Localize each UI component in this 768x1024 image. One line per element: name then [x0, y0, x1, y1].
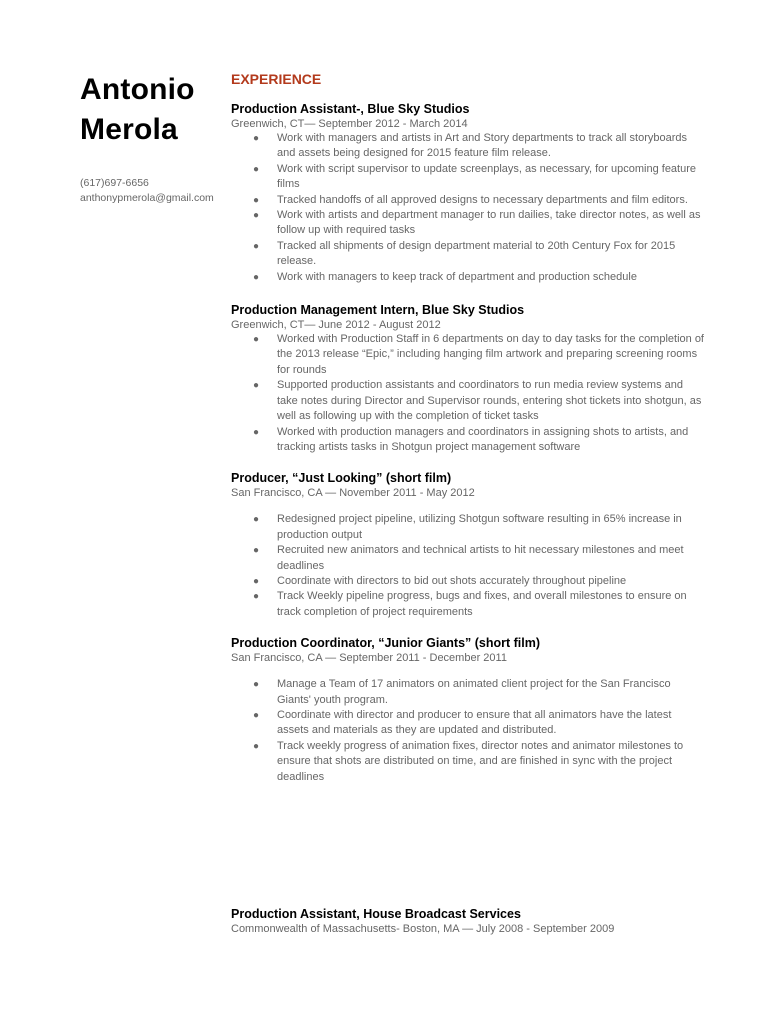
job-entry	[231, 303, 706, 455]
job-location-dates: San Francisco, CA — September 2011 - December 2011	[231, 652, 507, 665]
phone-number: (617)697-6656	[80, 177, 149, 189]
job-title: Production Assistant-, Blue Sky Studios	[231, 102, 470, 116]
job-entry	[231, 102, 706, 285]
first-name: Antonio	[80, 73, 195, 106]
job-bullets	[231, 131, 706, 285]
last-name: Merola	[80, 113, 178, 146]
bullet-item: ● Tracked handoffs of all approved designs to necessary departments and film editors.	[231, 193, 706, 208]
bullet-icon: ●	[253, 380, 260, 392]
bullet-icon: ●	[253, 545, 260, 557]
job-entry	[231, 907, 706, 936]
job-location-dates: San Francisco, CA — November 2011 - May 2012	[231, 487, 475, 500]
email-address: anthonypmerola@gmail.com	[80, 192, 214, 204]
experience-column	[231, 68, 706, 936]
bullet-item: ● Worked with Production Staff in 6 departments on day to day tasks for the completion of the 2013 release “Epic,” including hanging film artwork and preparing screening rooms for rounds	[253, 333, 704, 376]
bullet-item: ● Work with managers to keep track of department and production schedule	[231, 270, 706, 285]
bullet-item: ● Manage a Team of 17 animators on animated client project for the San Francisco Giants' youth program.	[253, 678, 671, 706]
job-title: Production Coordinator, “Junior Giants” (short film)	[231, 636, 541, 651]
bullet-item: ● Track weekly progress of animation fixes, director notes and animator milestones to ensure that shots are distributed on time, and are finished in sync with the project deadlines	[253, 739, 684, 783]
job-location-dates: Greenwich, CT— June 2012 - August 2012	[231, 319, 441, 332]
bullet-icon: ●	[253, 194, 260, 206]
bullet-icon: ●	[253, 709, 260, 721]
bullet-icon: ●	[253, 240, 260, 252]
bullet-item: ● Tracked all shipments of design department material to 20th Century Fox for 2015 release.	[253, 239, 676, 268]
job-title: Production Management Intern, Blue Sky Studios	[231, 303, 525, 318]
job-location-dates: Commonwealth of Massachusetts- Boston, MA — July 2008 - September 2009	[231, 923, 615, 935]
bullet-icon: ●	[253, 133, 260, 144]
bullet-icon: ●	[253, 575, 260, 587]
bullet-icon: ●	[253, 426, 260, 438]
bullet-item: ● Supported production assistants and coordinators to run media review systems and take notes during Director and Supervisor rounds, entering shot tickets into shotgun, as well as following up with the completion of ticket tasks	[253, 379, 702, 423]
job-bullets	[231, 512, 706, 620]
bullet-icon: ●	[253, 271, 260, 283]
bullet-item: ● Track Weekly pipeline progress, bugs and fixes, and overall milestones to ensure on track completion of project requirements	[253, 590, 687, 618]
candidate-name	[80, 70, 225, 150]
bullet-icon: ●	[253, 514, 260, 526]
job-bullets	[231, 332, 706, 455]
bullet-icon: ●	[253, 679, 260, 691]
bullet-item: ● Worked with production managers and coordinators in assigning shots to artists, and tracking artists tasks in Shotgun project management software	[253, 425, 689, 453]
job-location-dates: Greenwich, CT— September 2012 - March 2014	[231, 118, 468, 130]
job-title: Production Assistant, House Broadcast Services	[231, 907, 521, 921]
bullet-icon: ●	[253, 163, 260, 175]
job-entry	[231, 471, 706, 620]
job-entry	[231, 636, 706, 785]
bullet-icon: ●	[253, 334, 260, 346]
bullet-item: ● Work with artists and department manager to run dailies, take director notes, as well as follow up with required tasks	[253, 209, 701, 237]
bullet-item: ● Redesigned project pipeline, utilizing Shotgun software resulting in 65% increase in production output	[253, 513, 682, 541]
experience-heading: EXPERIENCE	[231, 71, 322, 87]
bullet-item: ● Coordinate with director and producer to ensure that all animators have the latest assets and materials as they are updated and distributed.	[253, 708, 672, 737]
profile-column	[80, 70, 225, 206]
bullet-icon: ●	[253, 740, 260, 752]
bullet-item: ● Work with script supervisor to update screenplays, as necessary, for upcoming feature films	[253, 162, 697, 191]
bullet-item: ● Recruited new animators and technical artists to hit necessary milestones and meet deadlines	[253, 544, 684, 572]
bullet-icon: ●	[253, 591, 260, 603]
bullet-item: ● Coordinate with directors to bid out shots accurately throughout pipeline	[231, 574, 706, 589]
job-title: Producer, “Just Looking” (short film)	[231, 471, 452, 486]
contact-info	[80, 176, 225, 206]
bullet-icon: ●	[253, 210, 260, 222]
bullet-item: ● Work with managers and artists in Art and Story departments to track all storyboards and assets being designed for 2015 feature film release.	[253, 132, 688, 160]
job-bullets	[231, 677, 706, 785]
